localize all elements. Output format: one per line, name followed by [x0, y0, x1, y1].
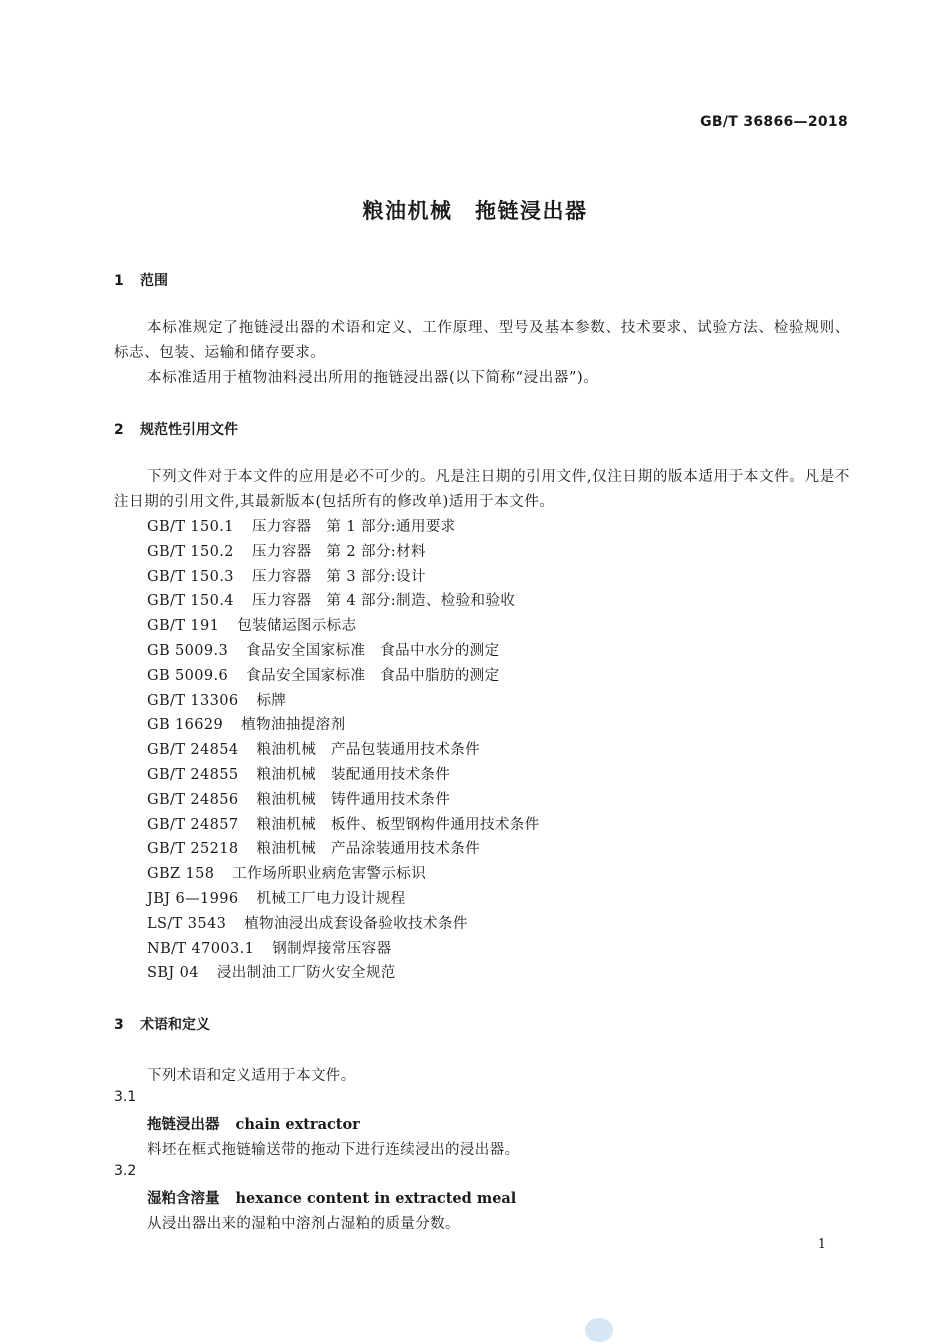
- reference-code: NB/T 47003.1: [147, 940, 255, 957]
- term-definition: 从浸出器出来的湿粕中溶剂占湿粕的质量分数。: [147, 1216, 460, 1232]
- reference-title: 食品安全国家标准 食品中水分的测定: [246, 642, 500, 659]
- reference-title: 植物油浸出成套设备验收技术条件: [244, 915, 468, 932]
- reference-code: GB/T 150.2: [147, 543, 234, 560]
- reference-code: GBZ 158: [147, 866, 215, 883]
- document-title: 粮油机械 拖链浸出器: [362, 199, 588, 223]
- reference-title: 机械工厂电力设计规程: [256, 890, 406, 907]
- paragraph: 本标准规定了拖链浸出器的术语和定义、工作原理、型号及基本参数、技术要求、试验方法、检验规则、标志、包装、运输和储存要求。: [114, 320, 850, 361]
- section-title: 规范性引用文件: [140, 422, 238, 438]
- reference-item: [147, 738, 540, 763]
- reference-title: 粮油机械 产品包装通用技术条件: [256, 742, 481, 759]
- reference-code: GB 5009.3: [147, 642, 229, 659]
- reference-code: GB/T 13306: [147, 692, 239, 709]
- section-number: 1: [114, 273, 124, 289]
- reference-title: 粮油机械 产品涂装通用技术条件: [256, 841, 481, 858]
- reference-code: GB/T 24855: [147, 766, 239, 783]
- section-title: 术语和定义: [140, 1017, 210, 1033]
- reference-code: GB/T 150.4: [147, 593, 234, 610]
- reference-item: [147, 614, 540, 639]
- reference-item: [147, 689, 540, 714]
- reference-title: 压力容器 第 2 部分:材料: [251, 543, 426, 560]
- term-name-en: hexance content in extracted meal: [235, 1190, 517, 1207]
- reference-title: 粮油机械 装配通用技术条件: [256, 766, 451, 783]
- reference-title: 工作场所职业病危害警示标识: [232, 866, 427, 883]
- term-name-en: chain extractor: [235, 1116, 360, 1133]
- reference-item: [147, 565, 540, 590]
- reference-title: 钢制焊接常压容器: [272, 940, 392, 957]
- reference-title: 包装储运图示标志: [237, 618, 357, 635]
- section-3-heading: [114, 1014, 210, 1034]
- reference-title: 标牌: [256, 692, 287, 709]
- reference-item: [147, 912, 540, 937]
- term-name-zh: 湿粕含溶量: [147, 1191, 220, 1207]
- reference-item: [147, 862, 540, 887]
- reference-title: 浸出制油工厂防火安全规范: [216, 965, 396, 982]
- normative-reference-list: [147, 515, 540, 986]
- reference-item: [147, 639, 540, 664]
- reference-code: GB 16629: [147, 717, 224, 734]
- section-number: 2: [114, 422, 124, 438]
- section-1-heading: [114, 270, 168, 290]
- reference-item: [147, 515, 540, 540]
- reference-item: [147, 961, 540, 986]
- reference-title: 压力容器 第 3 部分:设计: [251, 568, 426, 585]
- reference-title: 压力容器 第 1 部分:通用要求: [251, 519, 456, 535]
- reference-item: [147, 763, 540, 788]
- section-number: 3: [114, 1017, 124, 1033]
- reference-code: GB/T 25218: [147, 841, 239, 858]
- reference-code: GB/T 24854: [147, 742, 239, 759]
- reference-item: [147, 837, 540, 862]
- reference-code: GB/T 150.3: [147, 568, 234, 585]
- reference-code: GB/T 24856: [147, 791, 239, 808]
- reference-title: 植物油抽提溶剂: [241, 717, 346, 734]
- reference-code: GB/T 191: [147, 618, 220, 635]
- reference-item: [147, 937, 540, 962]
- reference-item: [147, 589, 540, 614]
- reference-title: 粮油机械 铸件通用技术条件: [256, 791, 451, 808]
- reference-code: SBJ 04: [147, 965, 199, 982]
- term-name: [147, 1187, 516, 1208]
- reference-item: [147, 664, 540, 689]
- section-2-heading: [114, 419, 238, 439]
- reference-code: JBJ 6—1996: [147, 890, 239, 907]
- reference-item: [147, 713, 540, 738]
- reference-code: GB/T 24857: [147, 816, 239, 833]
- paragraph: 下列文件对于本文件的应用是必不可少的。凡是注日期的引用文件,仅注日期的版本适用于本文件。凡是不注日期的引用文件,其最新版本(包括所有的修改单)适用于本文件。: [114, 469, 850, 510]
- reference-title: 食品安全国家标准 食品中脂肪的测定: [246, 667, 500, 684]
- reference-code: GB 5009.6: [147, 667, 229, 684]
- reference-item: [147, 788, 540, 813]
- reference-title: 压力容器 第 4 部分:制造、检验和验收: [251, 593, 516, 610]
- term-number: 3.1: [114, 1089, 137, 1105]
- reference-item: [147, 813, 540, 838]
- page-number: 1: [817, 1237, 826, 1252]
- paragraph: 下列术语和定义适用于本文件。: [147, 1068, 356, 1084]
- standard-code: GB/T 36866—2018: [700, 114, 848, 130]
- reference-code: GB/T 150.1: [147, 519, 234, 535]
- section-title: 范围: [140, 273, 168, 289]
- term-definition: 料坯在框式拖链输送带的拖动下进行连续浸出的浸出器。: [147, 1142, 520, 1158]
- reference-code: LS/T 3543: [147, 915, 227, 932]
- sac-logo-watermark: [585, 1318, 613, 1342]
- reference-item: [147, 887, 540, 912]
- reference-item: [147, 540, 540, 565]
- term-name-zh: 拖链浸出器: [147, 1117, 220, 1133]
- term-name: [147, 1113, 360, 1134]
- reference-title: 粮油机械 板件、板型钢构件通用技术条件: [256, 816, 540, 833]
- term-number: 3.2: [114, 1163, 137, 1179]
- paragraph: 本标准适用于植物油料浸出所用的拖链浸出器(以下简称“浸出器”)。: [147, 370, 599, 386]
